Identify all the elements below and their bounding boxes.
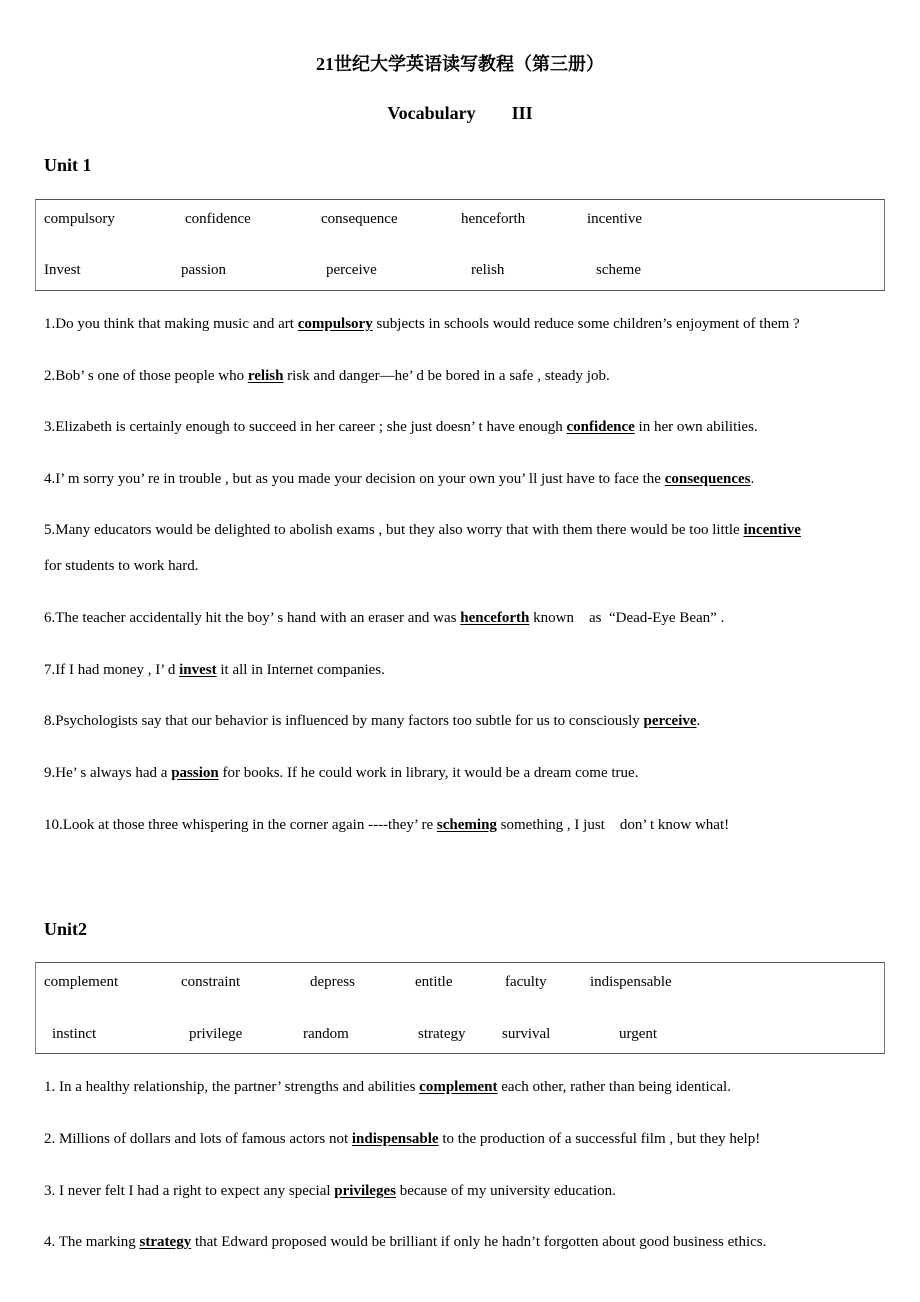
subtitle-volume: III bbox=[511, 103, 533, 123]
unit2-sentence-2: 2. Millions of dollars and lots of famous actors not indispensable to the production of a successful film , but they help! bbox=[44, 1131, 761, 1147]
unit1-sentence-1: 1.Do you think that making music and art compulsory subjects in schools would reduce some children’s enjoyment of them ? bbox=[44, 316, 800, 332]
document-title: 21世纪大学英语读写教程（第三册） bbox=[316, 54, 604, 74]
answer-word: privileges bbox=[334, 1183, 396, 1199]
word: random bbox=[303, 1026, 349, 1042]
answer-word: strategy bbox=[139, 1234, 192, 1250]
answer-word: henceforth bbox=[460, 610, 530, 626]
word: strategy bbox=[418, 1026, 466, 1042]
word: consequence bbox=[321, 211, 398, 227]
word: compulsory bbox=[44, 211, 115, 227]
word: entitle bbox=[415, 974, 453, 990]
word: perceive bbox=[326, 262, 377, 278]
unit1-sentence-6: 6.The teacher accidentally hit the boy’ s hand with an eraser and was henceforth known as “Dead-Eye Bean” . bbox=[44, 610, 725, 626]
word: henceforth bbox=[461, 211, 526, 227]
answer-word: consequences bbox=[664, 471, 751, 487]
unit2-sentence-3: 3. I never felt I had a right to expect any special privileges because of my university education. bbox=[44, 1183, 616, 1199]
word: indispensable bbox=[590, 974, 672, 990]
word: instinct bbox=[52, 1026, 97, 1042]
unit1-sentence-5-continuation: for students to work hard. bbox=[44, 558, 199, 574]
unit1-sentence-3: 3.Elizabeth is certainly enough to succeed in her career ; she just doesn’ t have enough confidence in her own abilities. bbox=[44, 419, 758, 435]
unit1-sentence-10: 10.Look at those three whispering in the corner again ----they’ re scheming something , I just don’ t know what! bbox=[44, 817, 730, 833]
unit1-sentence-4: 4.I’ m sorry you’ re in trouble , but as you made your decision on your own you’ ll just have to face the consequences. bbox=[44, 471, 755, 487]
unit1-sentence-9: 9.He’ s always had a passion for books. If he could work in library, it would be a dream come true. bbox=[44, 765, 639, 781]
answer-word: compulsory bbox=[297, 316, 373, 332]
answer-word: invest bbox=[179, 662, 217, 678]
answer-word: passion bbox=[171, 765, 219, 781]
unit1-word-box bbox=[35, 199, 885, 291]
answer-word: relish bbox=[247, 368, 284, 384]
answer-word: perceive bbox=[643, 713, 697, 729]
subtitle-vocabulary: Vocabulary bbox=[387, 103, 476, 123]
word: complement bbox=[44, 974, 119, 990]
word: confidence bbox=[185, 211, 251, 227]
answer-word: indispensable bbox=[351, 1131, 439, 1147]
unit1-sentence-8: 8.Psychologists say that our behavior is influenced by many factors too subtle for us to consciously perceive. bbox=[44, 713, 701, 729]
word: relish bbox=[471, 262, 505, 278]
word: privilege bbox=[189, 1026, 243, 1042]
unit1-sentence-2: 2.Bob’ s one of those people who relish risk and danger—he’ d be bored in a safe , steady job. bbox=[44, 368, 610, 384]
word: survival bbox=[502, 1026, 551, 1042]
unit2-sentence-1: 1. In a healthy relationship, the partner’ strengths and abilities complement each other, rather than being identical. bbox=[44, 1079, 731, 1095]
word: urgent bbox=[619, 1026, 658, 1042]
word: faculty bbox=[505, 974, 547, 990]
word: passion bbox=[181, 262, 226, 278]
word: constraint bbox=[181, 974, 241, 990]
answer-word: complement bbox=[419, 1079, 498, 1095]
answer-word: scheming bbox=[436, 817, 497, 833]
unit2-word-box bbox=[35, 962, 885, 1054]
unit2-heading: Unit2 bbox=[44, 919, 88, 939]
answer-word: confidence bbox=[566, 419, 635, 435]
unit2-sentence-4: 4. The marking strategy that Edward proposed would be brilliant if only he hadn’t forgotten about good business ethics. bbox=[44, 1234, 767, 1250]
word: Invest bbox=[44, 262, 81, 278]
unit1-sentence-5: 5.Many educators would be delighted to abolish exams , but they also worry that with them there would be too little incentive bbox=[44, 522, 801, 538]
word: incentive bbox=[587, 211, 642, 227]
unit1-heading: Unit 1 bbox=[44, 155, 92, 175]
unit1-sentence-7: 7.If I had money , I’ d invest it all in Internet companies. bbox=[44, 662, 385, 678]
document-subtitle bbox=[0, 103, 920, 124]
word: depress bbox=[310, 974, 355, 990]
answer-word: incentive bbox=[743, 522, 801, 538]
word: scheme bbox=[596, 262, 641, 278]
